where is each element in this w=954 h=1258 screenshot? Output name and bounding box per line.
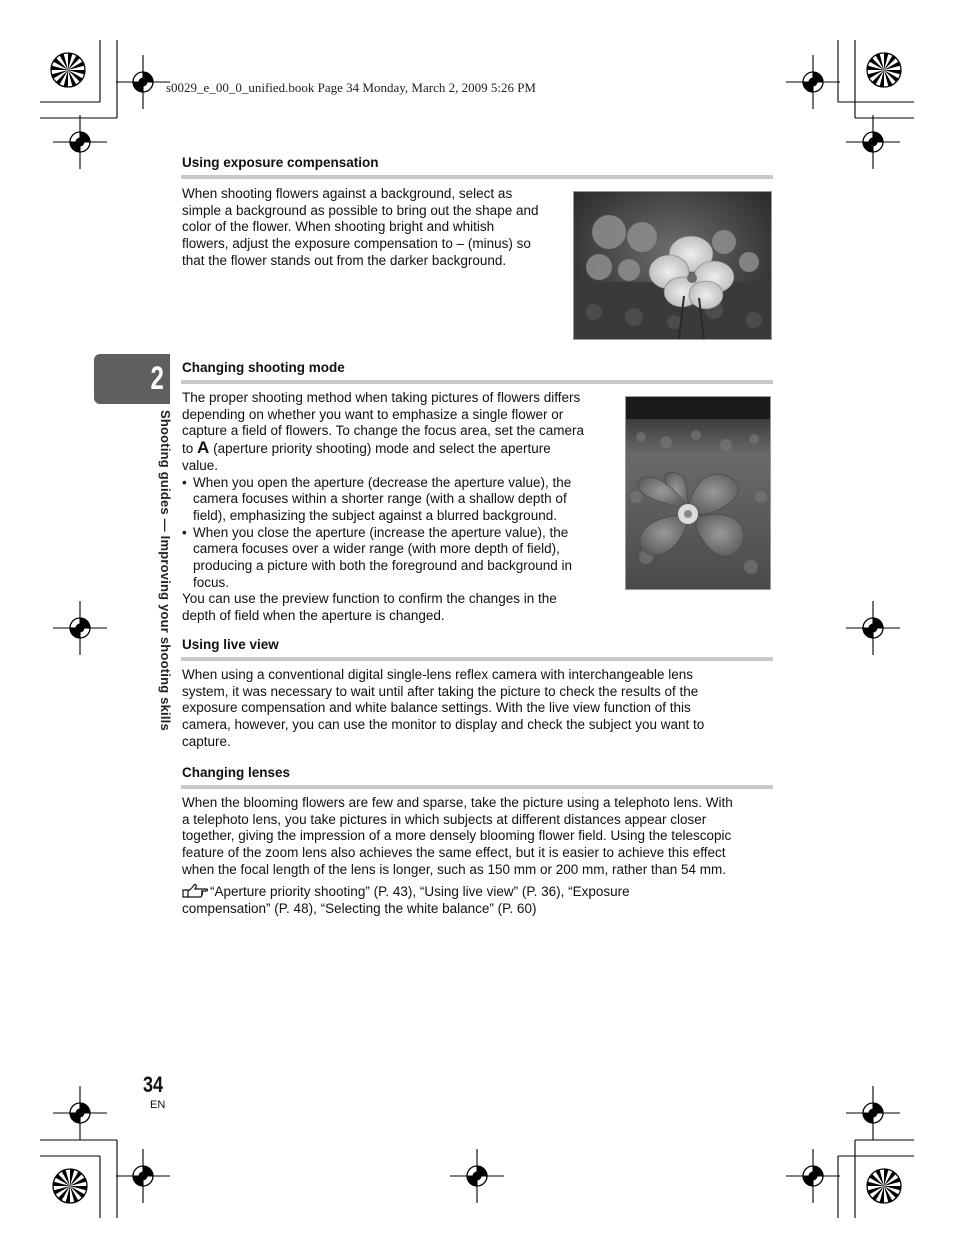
text-line: feature of the zoom lens also achieves the same effect, but it is easier to achieve this effect — [182, 845, 726, 861]
text-fragment: (aperture priority shooting) mode and select the aperture — [213, 441, 551, 457]
text-line: When the blooming flowers are few and sparse, take the picture using a telephoto lens. With — [182, 795, 733, 810]
text-line: producing a picture with both the foreground and background in — [193, 558, 573, 574]
text-line: when the focal length of the lens is longer, such as 150 mm or 200 mm, rather than 54 mm. — [182, 861, 727, 877]
text-line: • When you open the aperture (decrease the aperture value), the — [193, 474, 572, 490]
text-line: depth of field when the aperture is changed. — [182, 608, 445, 624]
chapter-tab — [94, 354, 170, 404]
text-line — [182, 440, 620, 458]
mode-paragraph — [182, 390, 620, 625]
text-line: simple a background as possible to bring out the shape and — [182, 202, 539, 218]
text-line: a telephoto lens, you take pictures in which subjects at different distances appear closer — [182, 811, 707, 827]
reference-line: compensation” (P. 48), “Selecting the white balance” (P. 60) — [182, 900, 537, 916]
text-line: When using a conventional digital single-lens reflex camera with interchangeable lens — [182, 667, 694, 682]
text-line: system, it was necessary to wait until after taking the picture to check the results of the — [182, 683, 699, 699]
reference-hand-icon — [182, 884, 210, 898]
text-line: camera focuses over a wider range (with more depth of field), — [193, 541, 560, 557]
text-line: • When you close the aperture (increase the aperture value), the — [193, 524, 569, 540]
live-view-paragraph — [182, 667, 777, 751]
text-line: exposure compensation and white balance settings. With the live view function of this — [182, 700, 691, 716]
text-line: camera, however, you can use the monitor to display and check the subject you want to — [182, 717, 705, 733]
text-line: that the flower stands out from the darker background. — [182, 252, 507, 268]
page-number: 34 — [143, 1072, 164, 1097]
page-language: EN — [150, 1099, 166, 1111]
reference-text: “Aperture priority shooting” (P. 43), “Using live view” (P. 36), “Exposure — [210, 884, 630, 899]
flower-photo-bright — [573, 191, 772, 340]
aperture-mode-symbol: A — [197, 438, 210, 458]
text-line: field), emphasizing the subject against a blurred background. — [193, 507, 557, 523]
flower-photo-aperture — [625, 396, 771, 590]
exposure-paragraph — [182, 186, 567, 270]
reference-paragraph — [182, 884, 777, 917]
text-line: focus. — [193, 574, 230, 590]
list-item — [182, 475, 620, 525]
section-title-live-view: Using live view — [182, 637, 279, 652]
list-item — [182, 525, 620, 592]
text-line: When shooting flowers against a background, select as — [182, 186, 513, 201]
book-header-line: s0029_e_00_0_unified.book Page 34 Monday, March 2, 2009 5:26 PM — [166, 80, 536, 95]
reference-line — [182, 884, 777, 901]
section-title-lenses: Changing lenses — [182, 765, 291, 780]
text-line: value. — [182, 457, 219, 473]
bullet-list — [182, 475, 620, 592]
chapter-side-title: Shooting guides — Improving your shooting skills — [158, 410, 173, 731]
section-rule — [181, 175, 773, 179]
text-line: The proper shooting method when taking pictures of flowers differs — [182, 390, 581, 405]
section-title-mode: Changing shooting mode — [182, 360, 345, 375]
section-title-exposure: Using exposure compensation — [182, 155, 379, 170]
text-line: together, giving the impression of a more densely blooming flower field. Using the telescopic — [182, 828, 732, 844]
text-line: capture. — [182, 733, 231, 749]
text-line: color of the flower. When shooting bright and whitish — [182, 219, 495, 235]
section-rule — [181, 380, 773, 384]
text-fragment: to — [182, 441, 194, 457]
text-line: flowers, adjust the exposure compensation to – (minus) so — [182, 236, 531, 252]
text-line: capture a field of flowers. To change the focus area, set the camera — [182, 423, 584, 439]
lenses-paragraph — [182, 795, 777, 879]
section-rule — [181, 785, 773, 789]
text-line: depending on whether you want to emphasize a single flower or — [182, 406, 564, 422]
text-line: camera focuses within a shorter range (with a shallow depth of — [193, 491, 567, 507]
text-line: You can use the preview function to confirm the changes in the — [182, 591, 557, 607]
chapter-number: 2 — [150, 360, 164, 396]
section-rule — [181, 657, 773, 661]
